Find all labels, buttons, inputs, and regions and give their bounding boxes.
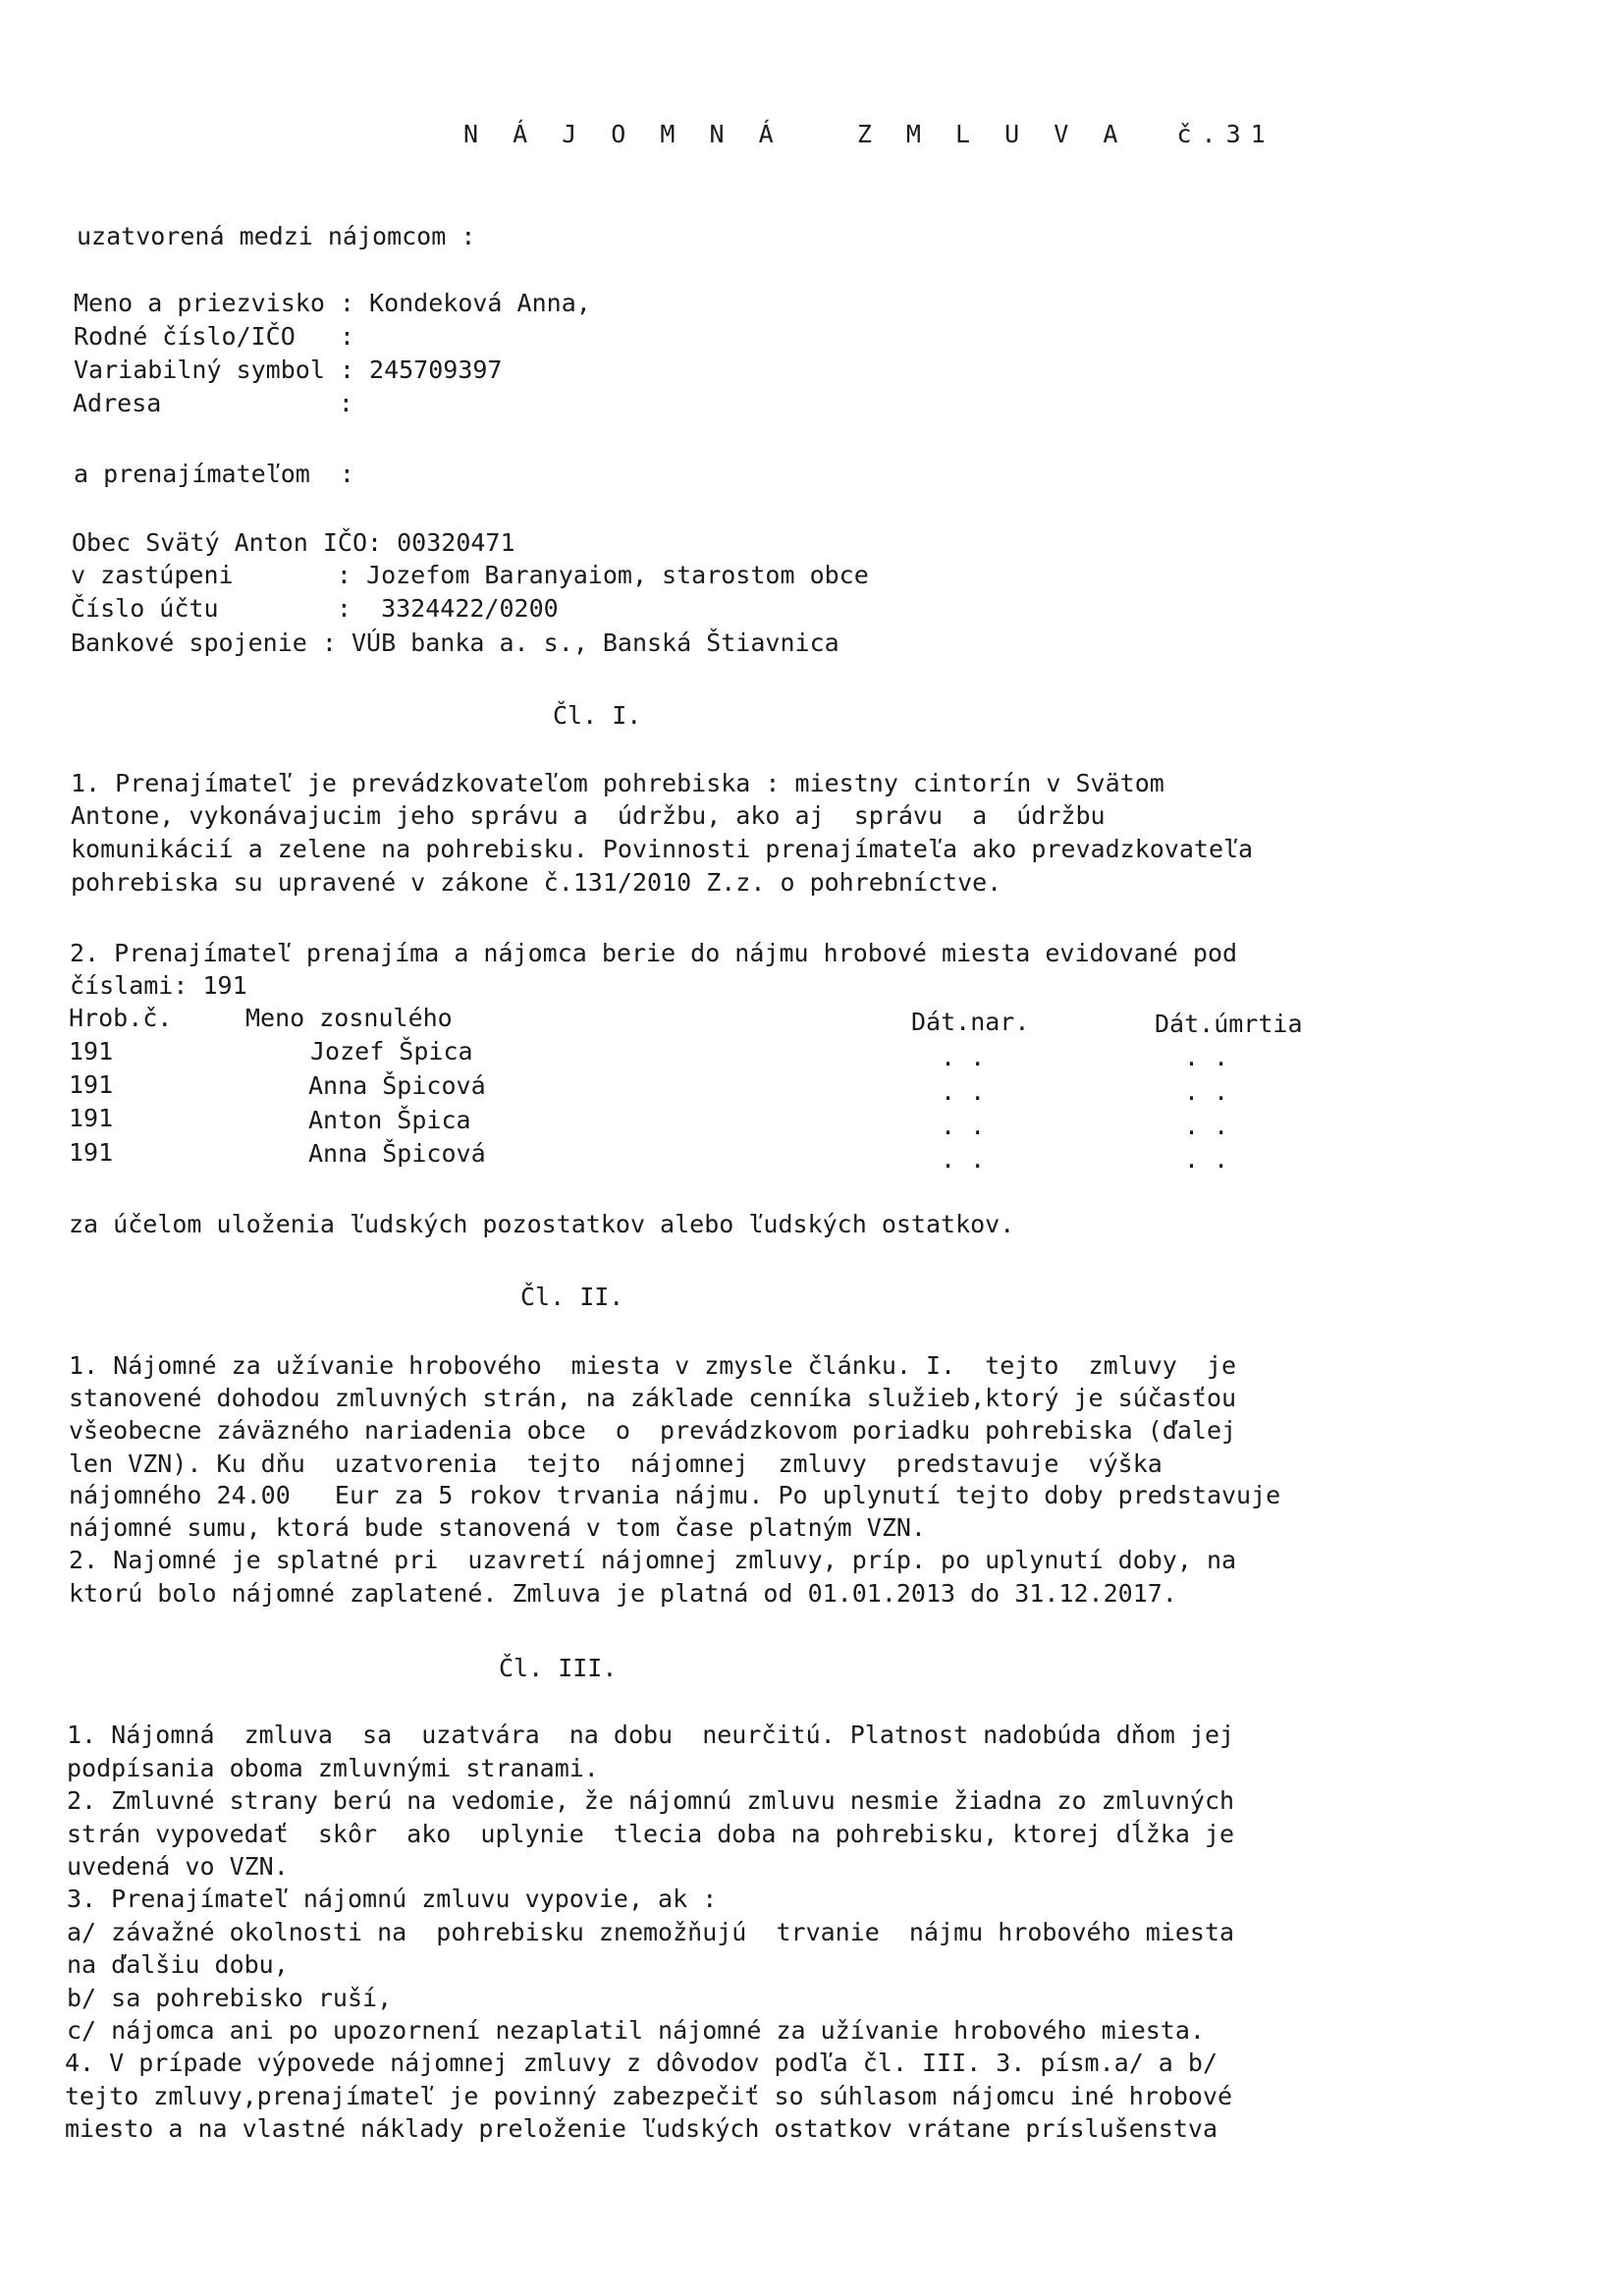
landlord-bank: Bankové spojenie : VÚB banka a. s., Banská Štiavnica [71,629,839,657]
table-header-deceased-name: Meno zosnulého [245,1004,453,1032]
article-3-line: tejto zmluvy,prenajímateľ je povinný zabezpečiť so súhlasom nájomcu iné hrobové [65,2082,1233,2110]
article-2-line: len VZN). Ku dňu uzatvorenia tejto nájomnej zmluvy predstavuje výška [69,1449,1163,1478]
article-1-paragraph-line: číslami: 191 [70,971,247,1000]
table-cell-birth-date: . . [941,1112,986,1140]
document-title: N Á J O M N Á Z M L U V A č.31 [463,120,1275,148]
table-cell-birth-date: . . [941,1043,986,1071]
article-3-heading: Čl. III. [499,1654,618,1682]
article-3-line: uvedená vo VZN. [67,1852,289,1881]
table-cell-birth-date: . . [941,1077,986,1106]
article-2-line: nájomného 24.00 Eur za 5 rokov trvania nájmu. Po uplynutí tejto doby predstavuje [69,1481,1281,1509]
article-1-paragraph-line: 2. Prenajímateľ prenajíma a nájomca berie do nájmu hrobové miesta evidované pod [70,939,1238,967]
table-cell-deceased-name: Anton Špica [308,1106,471,1134]
article-3-line: podpísania oboma zmluvnými stranami. [67,1754,599,1782]
article-2-line: stanovené dohodou zmluvných strán, na základe cenníka služieb,ktorý je súčasťou [69,1384,1237,1412]
table-cell-grave-number: 191 [69,1138,114,1167]
tenant-id: Rodné číslo/IČO : [74,322,354,351]
article-3-line: 2. Zmluvné strany berú na vedomie, že nájomnú zmluvu nesmie žiadna zo zmluvných [67,1786,1235,1815]
table-cell-death-date: . . [1184,1043,1229,1071]
article-2-line: ktorú bolo nájomné zaplatené. Zmluva je platná od 01.01.2013 do 31.12.2017. [69,1579,1177,1608]
table-header-grave-number: Hrob.č. [69,1004,173,1032]
article-3-line: 3. Prenajímateľ nájomnú zmluvu vypovie, ak : [67,1885,718,1913]
article-2-line: 1. Nájomné za užívanie hrobového miesta v zmysle článku. I. tejto zmluvy je [69,1351,1237,1380]
article-1-heading: Čl. I. [553,701,642,730]
landlord-representative: v zastúpeni : Jozefom Baranyaiom, starostom obce [71,561,869,589]
article-2-line: všeobecne záväzného nariadenia obce o prevádzkovom poriadku pohrebiska (ďalej [69,1416,1237,1445]
article-3-line: na ďalšiu dobu, [67,1950,289,1979]
table-cell-death-date: . . [1184,1077,1229,1106]
article-3-line: c/ nájomca ani po upozornení nezaplatil nájomné za užívanie hrobového miesta. [67,2016,1205,2045]
table-cell-death-date: . . [1184,1145,1229,1174]
article-3-line: miesto a na vlastné náklady preloženie ľudských ostatkov vrátane príslušenstva [65,2114,1217,2143]
article-1-paragraph-line: komunikácií a zelene na pohrebisku. Povinnosti prenajímateľa ako prevadzkovateľa [71,835,1254,863]
table-cell-grave-number: 191 [69,1037,114,1066]
article-1-paragraph-line: 1. Prenajímateľ je prevádzkovateľom pohrebiska : miestny cintorín v Svätom [71,769,1164,797]
article-2-line: 2. Najomné je splatné pri uzavretí nájomnej zmluvy, príp. po uplynutí doby, na [69,1546,1237,1574]
table-header-death-date: Dát.úmrtia [1155,1010,1303,1038]
table-cell-deceased-name: Anna Špicová [308,1139,486,1168]
article-3-line: 4. V prípade výpovede nájomnej zmluvy z dôvodov podľa čl. III. 3. písm.a/ a b/ [65,2049,1217,2077]
tenant-name: Meno a priezvisko : Kondeková Anna, [74,289,591,317]
landlord-account: Číslo účtu : 3324422/0200 [71,594,559,623]
table-cell-deceased-name: Anna Špicová [308,1071,486,1100]
landlord-municipality: Obec Svätý Anton IČO: 00320471 [72,528,515,557]
table-cell-deceased-name: Jozef Špica [310,1037,473,1066]
table-cell-birth-date: . . [941,1145,986,1174]
tenant-address: Adresa : [73,389,353,417]
article-1-paragraph-line: Antone, vykonávajucim jeho správu a údržbu, ako aj správu a údržbu [71,801,1106,830]
table-cell-grave-number: 191 [69,1104,114,1132]
article-1-paragraph-line: pohrebiska su upravené v zákone č.131/2010 Z.z. o pohrebníctve. [71,868,1002,897]
article-3-line: strán vypovedať skôr ako uplynie tlecia doba na pohrebisku, ktorej dĺžka je [67,1820,1235,1848]
intro-text: uzatvorená medzi nájomcom : [77,222,476,250]
article-3-line: b/ sa pohrebisko ruší, [67,1984,393,2012]
table-header-birth-date: Dát.nar. [911,1008,1030,1036]
article-3-line: a/ závažné okolnosti na pohrebisku znemožňujú trvanie nájmu hrobového miesta [67,1918,1235,1946]
table-cell-death-date: . . [1184,1112,1229,1140]
landlord-intro: a prenajímateľom : [74,460,354,488]
article-1-purpose: za účelom uloženia ľudských pozostatkov alebo ľudských ostatkov. [69,1210,1015,1238]
tenant-variable-symbol: Variabilný symbol : 245709397 [74,355,503,384]
article-3-line: 1. Nájomná zmluva sa uzatvára na dobu neurčitú. Platnost nadobúda dňom jej [67,1721,1235,1749]
article-2-line: nájomné sumu, ktorá bude stanovená v tom čase platným VZN. [69,1513,926,1542]
table-cell-grave-number: 191 [69,1070,114,1099]
article-2-heading: Čl. II. [520,1283,624,1311]
